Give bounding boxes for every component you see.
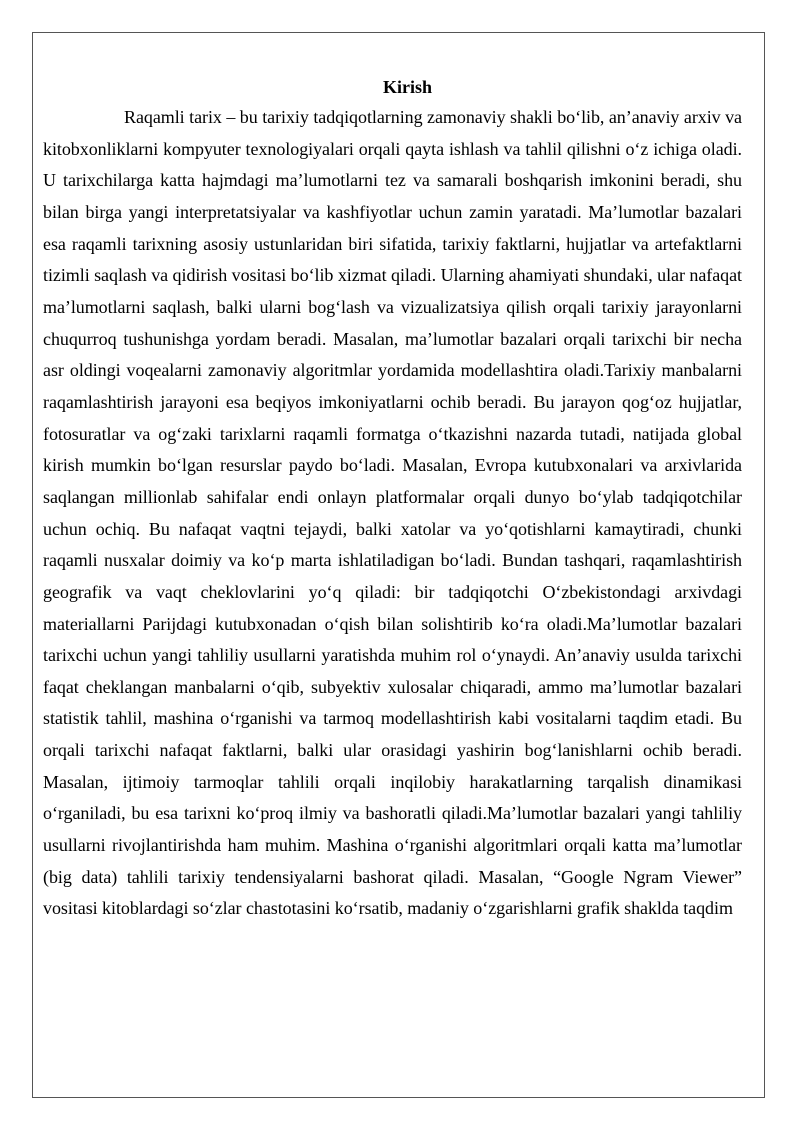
document-body <box>43 72 742 925</box>
body-paragraph: Raqamli tarix – bu tarixiy tadqiqotlarning zamonaviy shakli bo‘lib, an’anaviy arxiv va kitobxonliklarni kompyuter texnologiyalari orqali qayta ishlash va tahlil qilishni o‘z ichiga oladi. U tarixchilarga katta hajmdagi ma’lumotlarni tez va samarali boshqarish imkonini beradi, shu bilan birga yangi interpretatsiyalar va kashfiyotlar uchun zamin yaratadi. Ma’lumotlar bazalari esa raqamli tarixning asosiy ustunlaridan biri sifatida, tarixiy faktlarni, hujjatlar va artefaktlarni tizimli saqlash va qidirish vositasi bo‘lib xizmat qiladi. Ularning ahamiyati shundaki, ular nafaqat ma’lumotlarni saqlash, balki ularni bog‘lash va vizualizatsiya qilish orqali tarixiy jarayonlarni chuqurroq tushunishga yordam beradi. Masalan, ma’lumotlar bazalari orqali tarixchi bir necha asr oldingi voqealarni zamonaviy algoritmlar yordamida modellashtira oladi.Tarixiy manbalarni raqamlashtirish jarayoni esa beqiyos imkoniyatlarni ochib beradi. Bu jarayon qog‘oz hujjatlar, fotosuratlar va og‘zaki tarixlarni raqamli formatga o‘tkazishni nazarda tutadi, natijada global kirish mumkin bo‘lgan resurslar paydo bo‘ladi. Masalan, Evropa kutubxonalari va arxivlarida saqlangan millionlab sahifalar endi onlayn platformalar orqali dunyo bo‘ylab tadqiqotchilar uchun ochiq. Bu nafaqat vaqtni tejaydi, balki xatolar va yo‘qotishlarni kamaytiradi, chunki raqamli nusxalar doimiy va ko‘p marta ishlatiladigan bo‘ladi. Bundan tashqari, raqamlashtirish geografik va vaqt cheklovlarini yo‘q qiladi: bir tadqiqotchi O‘zbekistondagi arxivdagi materiallarni Parijdagi kutubxonadan o‘qish bilan solishtirib ko‘ra oladi.Ma’lumotlar bazalari tarixchi uchun yangi tahliliy usullarni yaratishda muhim rol o‘ynaydi. An’anaviy usulda tarixchi faqat cheklangan manbalarni o‘qib, subyektiv xulosalar chiqaradi, ammo ma’lumotlar bazalari statistik tahlil, mashina o‘rganishi va tarmoq modellashtirish kabi vositalarni taqdim etadi. Bu orqali tarixchi nafaqat faktlarni, balki ular orasidagi yashirin bog‘lanishlarni ochib beradi. Masalan, ijtimoiy tarmoqlar tahlili orqali inqilobiy harakatlarning tarqalish dinamikasi o‘rganiladi, bu esa tarixni ko‘proq ilmiy va bashoratli qiladi.Ma’lumotlar bazalari yangi tahliliy usullarni rivojlantirishda ham muhim. Mashina o‘rganishi algoritmlari orqali katta ma’lumotlar (big data) tahlili tarixiy tendensiyalarni bashorat qiladi. Masalan, “Google Ngram Viewer” vositasi kitoblardagi so‘zlar chastotasini ko‘rsatib, madaniy o‘zgarishlarni grafik shaklda taqdim <box>43 107 742 919</box>
section-heading: Kirish <box>382 77 432 97</box>
